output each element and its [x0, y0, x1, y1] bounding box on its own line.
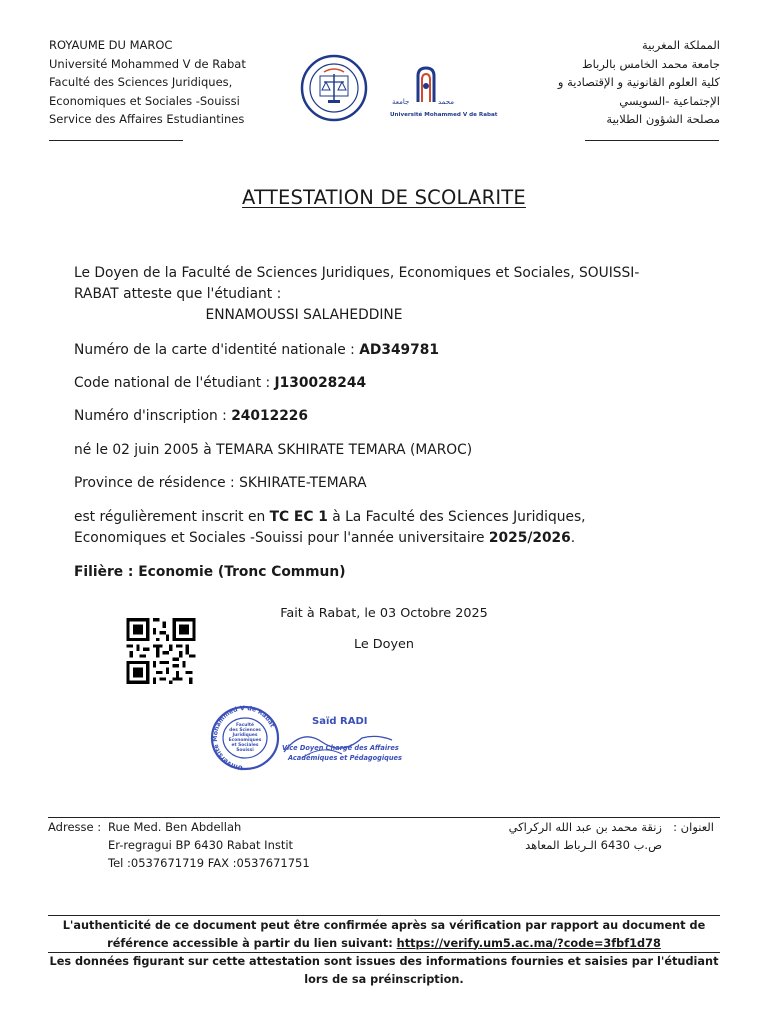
- authenticity-text: L'authenticité de ce document peut être confirmée après sa vérification par rapport au document de référence accessible à partir du lien suivant:: [62, 919, 706, 950]
- stamp-center-line: Souissi: [236, 748, 254, 753]
- cin-label: Numéro de la carte d'identité nationale :: [74, 342, 360, 358]
- filiere-line: Filière : Economie (Tronc Commun): [74, 564, 346, 580]
- student-name: ENNAMOUSSI SALAHEDDINE: [205, 307, 403, 323]
- stamp-center-line: des Sciences: [229, 728, 261, 733]
- cne-value: J130028244: [274, 375, 367, 391]
- header-right-line: الإجتماعية -السويسي: [619, 93, 720, 108]
- address-line: Tel :0537671719 FAX :0537671751: [108, 856, 310, 870]
- enrolment-text-2: à La Faculté des Sciences Juridiques, Economiques et Sociales -Souissi pour l'année universitaire: [74, 509, 586, 546]
- address-line: Er-regragui BP 6430 Rabat Instit: [108, 838, 294, 852]
- signer-role-line-1: Vice Doyen Chargé des Affaires: [282, 744, 399, 752]
- address-line: Rue Med. Ben Abdellah: [108, 820, 242, 834]
- enrolment-text-1: est régulièrement inscrit en: [74, 509, 270, 525]
- university-emblem-icon: [388, 64, 460, 108]
- stamp-ring-text: Université Mohammed V de Rabat: [211, 704, 276, 771]
- header-right-block: [558, 36, 720, 129]
- stamp-center-line: Juridiques: [232, 733, 258, 738]
- header-left-line: ROYAUME DU MAROC: [49, 38, 173, 52]
- inscription-label: Numéro d'inscription :: [74, 408, 232, 424]
- signature-block: [282, 708, 402, 770]
- header-right-line: مصلحة الشؤون الطلابية: [606, 112, 720, 126]
- cin-line: [74, 340, 674, 361]
- intro-paragraph: Le Doyen de la Faculté de Sciences Juridiques, Economiques et Sociales, SOUISSI-RABAT atteste que l'étudiant :: [74, 265, 640, 302]
- birth-line: né le 02 juin 2005 à TEMARA SKHIRATE TEMARA (MAROC): [74, 442, 473, 458]
- address-arabic-block: [509, 818, 662, 854]
- header-right-line: المملكة المغربية: [641, 38, 720, 52]
- header-left-block: [49, 36, 246, 129]
- verify-link[interactable]: https://verify.um5.ac.ma/?code=3fbf1d78: [396, 936, 661, 950]
- notice-top-rule: [48, 915, 720, 916]
- address-label: Adresse :: [48, 820, 102, 834]
- header-left-rule: [49, 140, 183, 141]
- address-arabic-label: العنوان :: [673, 820, 714, 834]
- address-arabic-line: ص.ب 6430 الـرباط المعاهد: [525, 838, 662, 852]
- inscription-line: [74, 406, 674, 427]
- header-left-line: Economiques et Sociales -Souissi: [49, 93, 240, 108]
- stamp-center-line: et Sociales: [231, 743, 259, 748]
- enrolment-text-3: .: [570, 529, 576, 546]
- cne-line: [74, 373, 674, 394]
- signer-name: Saïd RADI: [312, 716, 368, 727]
- header-left-line: Université Mohammed V de Rabat: [49, 56, 246, 71]
- header-left-line: Service des Affaires Estudiantines: [49, 112, 245, 126]
- svg-text:جامعة: جامعة: [392, 98, 410, 106]
- authenticity-notice: [48, 917, 720, 952]
- cin-value: AD349781: [359, 342, 439, 358]
- data-source-notice: Les données figurant sur cette attestation sont issues des informations fournies et saisies par l'étudiant lors de sa préinscription.: [49, 955, 719, 986]
- header-right-rule: [585, 140, 719, 141]
- address-block: [108, 818, 310, 872]
- official-stamp: [208, 704, 282, 772]
- cne-label: Code national de l'étudiant :: [74, 375, 275, 391]
- stamp-center-line: Economiques: [228, 738, 262, 743]
- address-arabic-line: زنقة محمد بن عبد الله الركراكي: [508, 820, 662, 834]
- enrolment-level: TC EC 1: [269, 509, 328, 525]
- document-title: ATTESTATION DE SCOLARITE: [242, 186, 526, 209]
- stamp-center-line: Faculté: [235, 723, 255, 728]
- faculty-seal-logo: [300, 54, 368, 122]
- province-line: Province de résidence : SKHIRATE-TEMARA: [74, 475, 367, 491]
- signer-role-line-2: Académiques et Pédagogiques: [288, 754, 402, 762]
- university-logo: [388, 64, 498, 124]
- header-left-line: Faculté des Sciences Juridiques,: [49, 75, 233, 89]
- place-date: Fait à Rabat, le 03 Octobre 2025: [280, 606, 488, 621]
- qr-code: [126, 618, 196, 684]
- enrolment-year: 2025/2026: [488, 529, 571, 546]
- signatory-title: Le Doyen: [353, 637, 415, 652]
- inscription-value: 24012226: [231, 408, 309, 424]
- svg-text:محمد: محمد: [438, 98, 454, 106]
- header-right-line: كلية العلوم القانونية و الإقتصادية و: [557, 75, 720, 89]
- university-logo-caption: Université Mohammed V de Rabat: [390, 112, 498, 118]
- header-right-line: جامعة محمد الخامس بالرباط: [581, 56, 720, 71]
- enrolment-paragraph: [74, 507, 604, 548]
